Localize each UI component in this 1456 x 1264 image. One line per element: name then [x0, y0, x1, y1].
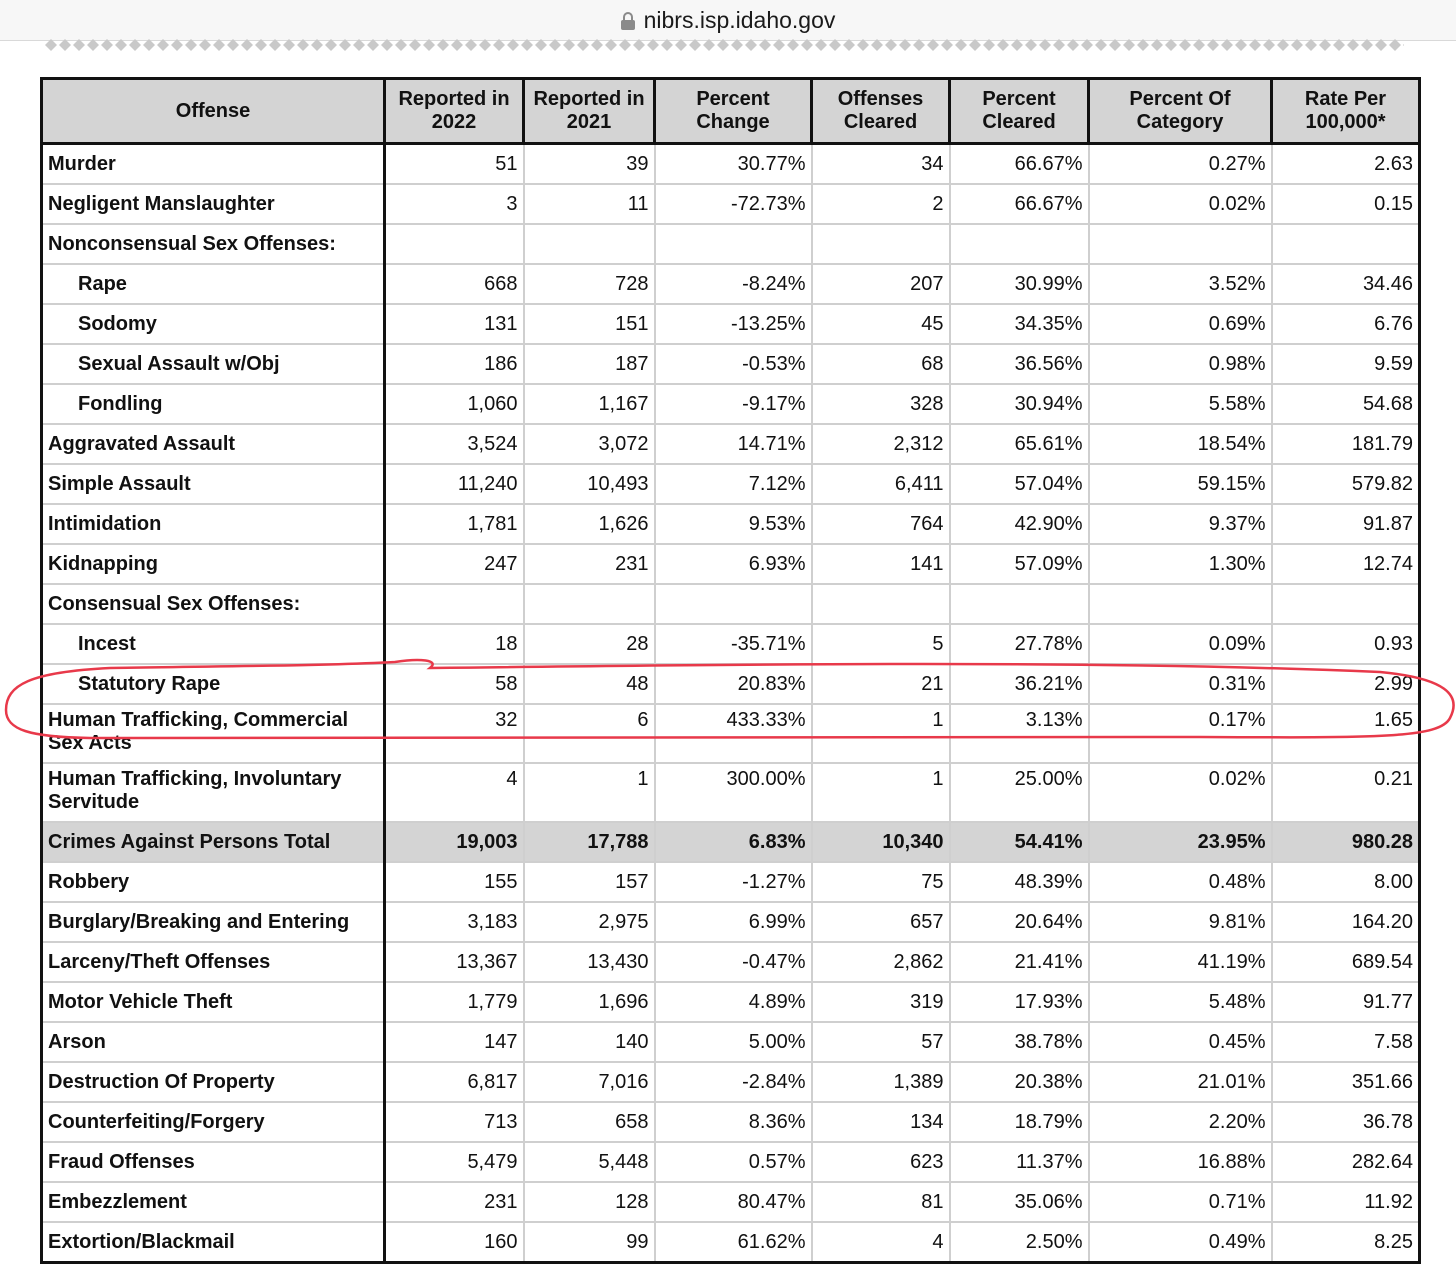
cell-pct-cleared: 38.78% — [950, 1022, 1089, 1062]
cell-pct-cleared: 21.41% — [950, 942, 1089, 982]
cell-pct-cleared: 65.61% — [950, 424, 1089, 464]
cell-cleared: 1,389 — [812, 1062, 950, 1102]
cell-r2022: 1,779 — [385, 982, 524, 1022]
offense-cell: Human Trafficking, Involuntary Servitude — [42, 763, 385, 822]
cell-rate: 181.79 — [1272, 424, 1420, 464]
cell-r2022: 18 — [385, 624, 524, 664]
cell-change: 300.00% — [655, 763, 812, 822]
cell-rate: 579.82 — [1272, 464, 1420, 504]
table-row — [42, 264, 1420, 304]
cell-r2021: 151 — [524, 304, 655, 344]
cell-pct-cleared: 36.21% — [950, 664, 1089, 704]
table-row — [42, 584, 1420, 624]
cell-r2022: 3,183 — [385, 902, 524, 942]
cell-pct-category: 0.48% — [1089, 862, 1272, 902]
cell-pct-category: 0.69% — [1089, 304, 1272, 344]
cell-pct-cleared: 57.09% — [950, 544, 1089, 584]
cell-pct-category: 23.95% — [1089, 822, 1272, 862]
cell-r2022: 51 — [385, 144, 524, 185]
cell-change: 20.83% — [655, 664, 812, 704]
cell-change: -35.71% — [655, 624, 812, 664]
cell-r2022: 32 — [385, 704, 524, 763]
cell-pct-category — [1089, 584, 1272, 624]
cell-r2021 — [524, 584, 655, 624]
cell-pct-category: 9.37% — [1089, 504, 1272, 544]
cell-rate: 7.58 — [1272, 1022, 1420, 1062]
cell-r2021: 231 — [524, 544, 655, 584]
cell-pct-cleared: 27.78% — [950, 624, 1089, 664]
offense-cell: Nonconsensual Sex Offenses: — [42, 224, 385, 264]
cell-r2021: 728 — [524, 264, 655, 304]
cell-r2022: 713 — [385, 1102, 524, 1142]
cell-r2021: 1,167 — [524, 384, 655, 424]
table-row — [42, 1142, 1420, 1182]
cell-cleared: 21 — [812, 664, 950, 704]
cell-change: -0.47% — [655, 942, 812, 982]
offense-cell: Larceny/Theft Offenses — [42, 942, 385, 982]
lock-icon — [621, 12, 635, 30]
column-header-offenses-cleared[interactable]: Offenses Cleared — [812, 79, 950, 144]
offense-cell: Kidnapping — [42, 544, 385, 584]
cell-r2022: 11,240 — [385, 464, 524, 504]
table-row — [42, 504, 1420, 544]
cell-r2022: 4 — [385, 763, 524, 822]
table-row — [42, 704, 1420, 763]
table-row — [42, 982, 1420, 1022]
cell-r2022: 1,060 — [385, 384, 524, 424]
cell-cleared: 4 — [812, 1222, 950, 1263]
column-header-reported-2022[interactable]: Reported in 2022 — [385, 79, 524, 144]
page-tear-edge — [44, 38, 1404, 52]
cell-change: 30.77% — [655, 144, 812, 185]
column-header-percent-cleared[interactable]: Percent Cleared — [950, 79, 1089, 144]
column-header-rate-per-100k[interactable]: Rate Per 100,000* — [1272, 79, 1420, 144]
cell-pct-category: 0.98% — [1089, 344, 1272, 384]
cell-pct-cleared: 30.99% — [950, 264, 1089, 304]
cell-rate: 54.68 — [1272, 384, 1420, 424]
cell-r2021: 99 — [524, 1222, 655, 1263]
offense-cell: Intimidation — [42, 504, 385, 544]
table-row — [42, 624, 1420, 664]
cell-pct-cleared: 57.04% — [950, 464, 1089, 504]
table-row — [42, 304, 1420, 344]
cell-r2021: 10,493 — [524, 464, 655, 504]
cell-r2022: 131 — [385, 304, 524, 344]
cell-pct-category: 0.45% — [1089, 1022, 1272, 1062]
cell-pct-cleared: 20.64% — [950, 902, 1089, 942]
cell-cleared: 319 — [812, 982, 950, 1022]
cell-cleared: 1 — [812, 704, 950, 763]
cell-r2021: 1,696 — [524, 982, 655, 1022]
cell-pct-category: 18.54% — [1089, 424, 1272, 464]
offense-cell: Extortion/Blackmail — [42, 1222, 385, 1263]
cell-rate: 12.74 — [1272, 544, 1420, 584]
cell-pct-cleared: 30.94% — [950, 384, 1089, 424]
cell-pct-category: 0.49% — [1089, 1222, 1272, 1263]
table-row — [42, 544, 1420, 584]
cell-cleared — [812, 224, 950, 264]
offense-cell: Negligent Manslaughter — [42, 184, 385, 224]
table-row — [42, 1062, 1420, 1102]
cell-r2022 — [385, 584, 524, 624]
cell-r2021: 5,448 — [524, 1142, 655, 1182]
cell-change: 7.12% — [655, 464, 812, 504]
cell-cleared: 45 — [812, 304, 950, 344]
cell-rate: 11.92 — [1272, 1182, 1420, 1222]
cell-r2022: 3 — [385, 184, 524, 224]
cell-change: -9.17% — [655, 384, 812, 424]
cell-pct-category: 9.81% — [1089, 902, 1272, 942]
table-row — [42, 902, 1420, 942]
cell-pct-category: 0.09% — [1089, 624, 1272, 664]
cell-rate: 0.93 — [1272, 624, 1420, 664]
cell-cleared: 2 — [812, 184, 950, 224]
cell-pct-cleared: 36.56% — [950, 344, 1089, 384]
cell-change: 6.83% — [655, 822, 812, 862]
table-row — [42, 1222, 1420, 1263]
cell-r2021: 17,788 — [524, 822, 655, 862]
cell-r2022: 247 — [385, 544, 524, 584]
cell-cleared — [812, 584, 950, 624]
cell-cleared: 657 — [812, 902, 950, 942]
offense-cell: Fondling — [42, 384, 385, 424]
table-row — [42, 424, 1420, 464]
address-bar[interactable] — [0, 0, 1456, 41]
cell-pct-cleared: 54.41% — [950, 822, 1089, 862]
cell-cleared: 141 — [812, 544, 950, 584]
cell-change: -2.84% — [655, 1062, 812, 1102]
cell-r2021: 1 — [524, 763, 655, 822]
cell-r2022: 5,479 — [385, 1142, 524, 1182]
cell-pct-cleared: 42.90% — [950, 504, 1089, 544]
cell-cleared: 81 — [812, 1182, 950, 1222]
cell-rate: 1.65 — [1272, 704, 1420, 763]
cell-cleared: 34 — [812, 144, 950, 185]
cell-change — [655, 224, 812, 264]
cell-rate: 351.66 — [1272, 1062, 1420, 1102]
cell-rate: 91.77 — [1272, 982, 1420, 1022]
table-row — [42, 344, 1420, 384]
cell-pct-category: 2.20% — [1089, 1102, 1272, 1142]
cell-r2022: 6,817 — [385, 1062, 524, 1102]
cell-change: 14.71% — [655, 424, 812, 464]
cell-pct-category: 0.27% — [1089, 144, 1272, 185]
cell-r2021: 128 — [524, 1182, 655, 1222]
cell-pct-cleared: 25.00% — [950, 763, 1089, 822]
cell-cleared: 68 — [812, 344, 950, 384]
cell-r2021: 11 — [524, 184, 655, 224]
cell-change: 4.89% — [655, 982, 812, 1022]
offense-cell: Counterfeiting/Forgery — [42, 1102, 385, 1142]
cell-pct-category: 0.31% — [1089, 664, 1272, 704]
cell-cleared: 623 — [812, 1142, 950, 1182]
offense-cell: Destruction Of Property — [42, 1062, 385, 1102]
offense-cell: Murder — [42, 144, 385, 185]
cell-rate: 9.59 — [1272, 344, 1420, 384]
cell-rate: 36.78 — [1272, 1102, 1420, 1142]
cell-r2021: 157 — [524, 862, 655, 902]
offense-cell: Rape — [42, 264, 385, 304]
cell-pct-category: 21.01% — [1089, 1062, 1272, 1102]
cell-pct-cleared: 3.13% — [950, 704, 1089, 763]
cell-change: 61.62% — [655, 1222, 812, 1263]
offense-cell: Simple Assault — [42, 464, 385, 504]
table-row — [42, 942, 1420, 982]
cell-r2021: 13,430 — [524, 942, 655, 982]
cell-pct-category: 1.30% — [1089, 544, 1272, 584]
cell-pct-cleared: 2.50% — [950, 1222, 1089, 1263]
cell-change — [655, 584, 812, 624]
cell-cleared: 75 — [812, 862, 950, 902]
cell-pct-category: 0.02% — [1089, 763, 1272, 822]
cell-r2022: 186 — [385, 344, 524, 384]
cell-rate: 980.28 — [1272, 822, 1420, 862]
cell-r2022: 160 — [385, 1222, 524, 1263]
cell-r2022: 147 — [385, 1022, 524, 1062]
table-row — [42, 664, 1420, 704]
table-row — [42, 384, 1420, 424]
table-row — [42, 1022, 1420, 1062]
cell-rate: 282.64 — [1272, 1142, 1420, 1182]
cell-rate: 6.76 — [1272, 304, 1420, 344]
table-row — [42, 1182, 1420, 1222]
table-row — [42, 862, 1420, 902]
cell-rate: 0.15 — [1272, 184, 1420, 224]
cell-pct-category: 0.17% — [1089, 704, 1272, 763]
cell-r2022: 155 — [385, 862, 524, 902]
table-row — [42, 1102, 1420, 1142]
cell-change: 9.53% — [655, 504, 812, 544]
table-header-row — [42, 79, 1420, 144]
cell-cleared: 134 — [812, 1102, 950, 1142]
cell-change: 80.47% — [655, 1182, 812, 1222]
table-row — [42, 184, 1420, 224]
cell-r2022: 1,781 — [385, 504, 524, 544]
offense-cell: Burglary/Breaking and Entering — [42, 902, 385, 942]
offense-table — [40, 77, 1421, 1264]
cell-rate: 689.54 — [1272, 942, 1420, 982]
table-row — [42, 464, 1420, 504]
cell-rate — [1272, 224, 1420, 264]
offense-cell: Sexual Assault w/Obj — [42, 344, 385, 384]
cell-pct-cleared: 18.79% — [950, 1102, 1089, 1142]
cell-pct-category: 41.19% — [1089, 942, 1272, 982]
cell-r2021: 48 — [524, 664, 655, 704]
cell-rate: 8.25 — [1272, 1222, 1420, 1263]
cell-change: 6.93% — [655, 544, 812, 584]
cell-pct-category: 5.58% — [1089, 384, 1272, 424]
column-header-reported-2021[interactable]: Reported in 2021 — [524, 79, 655, 144]
cell-r2021 — [524, 224, 655, 264]
cell-change: 6.99% — [655, 902, 812, 942]
cell-pct-cleared — [950, 584, 1089, 624]
cell-pct-cleared: 66.67% — [950, 184, 1089, 224]
offense-cell: Consensual Sex Offenses: — [42, 584, 385, 624]
cell-r2021: 6 — [524, 704, 655, 763]
cell-pct-cleared: 66.67% — [950, 144, 1089, 185]
cell-r2022: 58 — [385, 664, 524, 704]
column-header-percent-of-category[interactable]: Percent Of Category — [1089, 79, 1272, 144]
cell-cleared: 207 — [812, 264, 950, 304]
cell-change: -1.27% — [655, 862, 812, 902]
offense-cell: Motor Vehicle Theft — [42, 982, 385, 1022]
cell-cleared: 2,862 — [812, 942, 950, 982]
cell-r2022 — [385, 224, 524, 264]
cell-pct-cleared: 11.37% — [950, 1142, 1089, 1182]
offense-cell: Aggravated Assault — [42, 424, 385, 464]
cell-rate: 8.00 — [1272, 862, 1420, 902]
cell-change: -0.53% — [655, 344, 812, 384]
cell-rate: 91.87 — [1272, 504, 1420, 544]
cell-change: 5.00% — [655, 1022, 812, 1062]
cell-pct-category: 0.71% — [1089, 1182, 1272, 1222]
cell-change: -8.24% — [655, 264, 812, 304]
offense-cell: Embezzlement — [42, 1182, 385, 1222]
cell-pct-category — [1089, 224, 1272, 264]
cell-rate: 2.99 — [1272, 664, 1420, 704]
cell-r2021: 2,975 — [524, 902, 655, 942]
cell-r2021: 187 — [524, 344, 655, 384]
cell-cleared: 328 — [812, 384, 950, 424]
cell-change: 433.33% — [655, 704, 812, 763]
offense-cell: Fraud Offenses — [42, 1142, 385, 1182]
table-row — [42, 763, 1420, 822]
cell-change: -13.25% — [655, 304, 812, 344]
cell-rate: 34.46 — [1272, 264, 1420, 304]
offense-cell: Sodomy — [42, 304, 385, 344]
cell-cleared: 764 — [812, 504, 950, 544]
url-text: nibrs.isp.idaho.gov — [643, 6, 836, 33]
cell-pct-cleared: 48.39% — [950, 862, 1089, 902]
cell-rate: 0.21 — [1272, 763, 1420, 822]
offense-cell: Crimes Against Persons Total — [42, 822, 385, 862]
cell-cleared: 57 — [812, 1022, 950, 1062]
offense-cell: Incest — [42, 624, 385, 664]
cell-change: 0.57% — [655, 1142, 812, 1182]
cell-cleared: 2,312 — [812, 424, 950, 464]
cell-r2021: 1,626 — [524, 504, 655, 544]
cell-pct-cleared — [950, 224, 1089, 264]
cell-change: 8.36% — [655, 1102, 812, 1142]
cell-cleared: 10,340 — [812, 822, 950, 862]
cell-pct-category: 3.52% — [1089, 264, 1272, 304]
cell-rate: 164.20 — [1272, 902, 1420, 942]
cell-pct-category: 16.88% — [1089, 1142, 1272, 1182]
cell-pct-cleared: 17.93% — [950, 982, 1089, 1022]
table-row — [42, 224, 1420, 264]
cell-pct-cleared: 34.35% — [950, 304, 1089, 344]
table-row — [42, 144, 1420, 185]
cell-rate: 2.63 — [1272, 144, 1420, 185]
cell-r2022: 19,003 — [385, 822, 524, 862]
cell-r2022: 3,524 — [385, 424, 524, 464]
offense-table-container — [40, 77, 1421, 1264]
offense-cell: Human Trafficking, Commercial Sex Acts — [42, 704, 385, 763]
cell-rate — [1272, 584, 1420, 624]
cell-r2021: 658 — [524, 1102, 655, 1142]
cell-r2022: 231 — [385, 1182, 524, 1222]
cell-cleared: 1 — [812, 763, 950, 822]
cell-r2021: 140 — [524, 1022, 655, 1062]
cell-pct-cleared: 35.06% — [950, 1182, 1089, 1222]
cell-r2021: 7,016 — [524, 1062, 655, 1102]
cell-change: -72.73% — [655, 184, 812, 224]
cell-r2021: 3,072 — [524, 424, 655, 464]
cell-r2022: 13,367 — [385, 942, 524, 982]
cell-cleared: 5 — [812, 624, 950, 664]
offense-cell: Arson — [42, 1022, 385, 1062]
cell-pct-category: 59.15% — [1089, 464, 1272, 504]
column-header-offense[interactable]: Offense — [42, 79, 385, 144]
cell-r2022: 668 — [385, 264, 524, 304]
offense-cell: Robbery — [42, 862, 385, 902]
cell-r2021: 39 — [524, 144, 655, 185]
cell-r2021: 28 — [524, 624, 655, 664]
cell-cleared: 6,411 — [812, 464, 950, 504]
cell-pct-category: 5.48% — [1089, 982, 1272, 1022]
column-header-percent-change[interactable]: Percent Change — [655, 79, 812, 144]
offense-cell: Statutory Rape — [42, 664, 385, 704]
table-row-total — [42, 822, 1420, 862]
cell-pct-cleared: 20.38% — [950, 1062, 1089, 1102]
cell-pct-category: 0.02% — [1089, 184, 1272, 224]
